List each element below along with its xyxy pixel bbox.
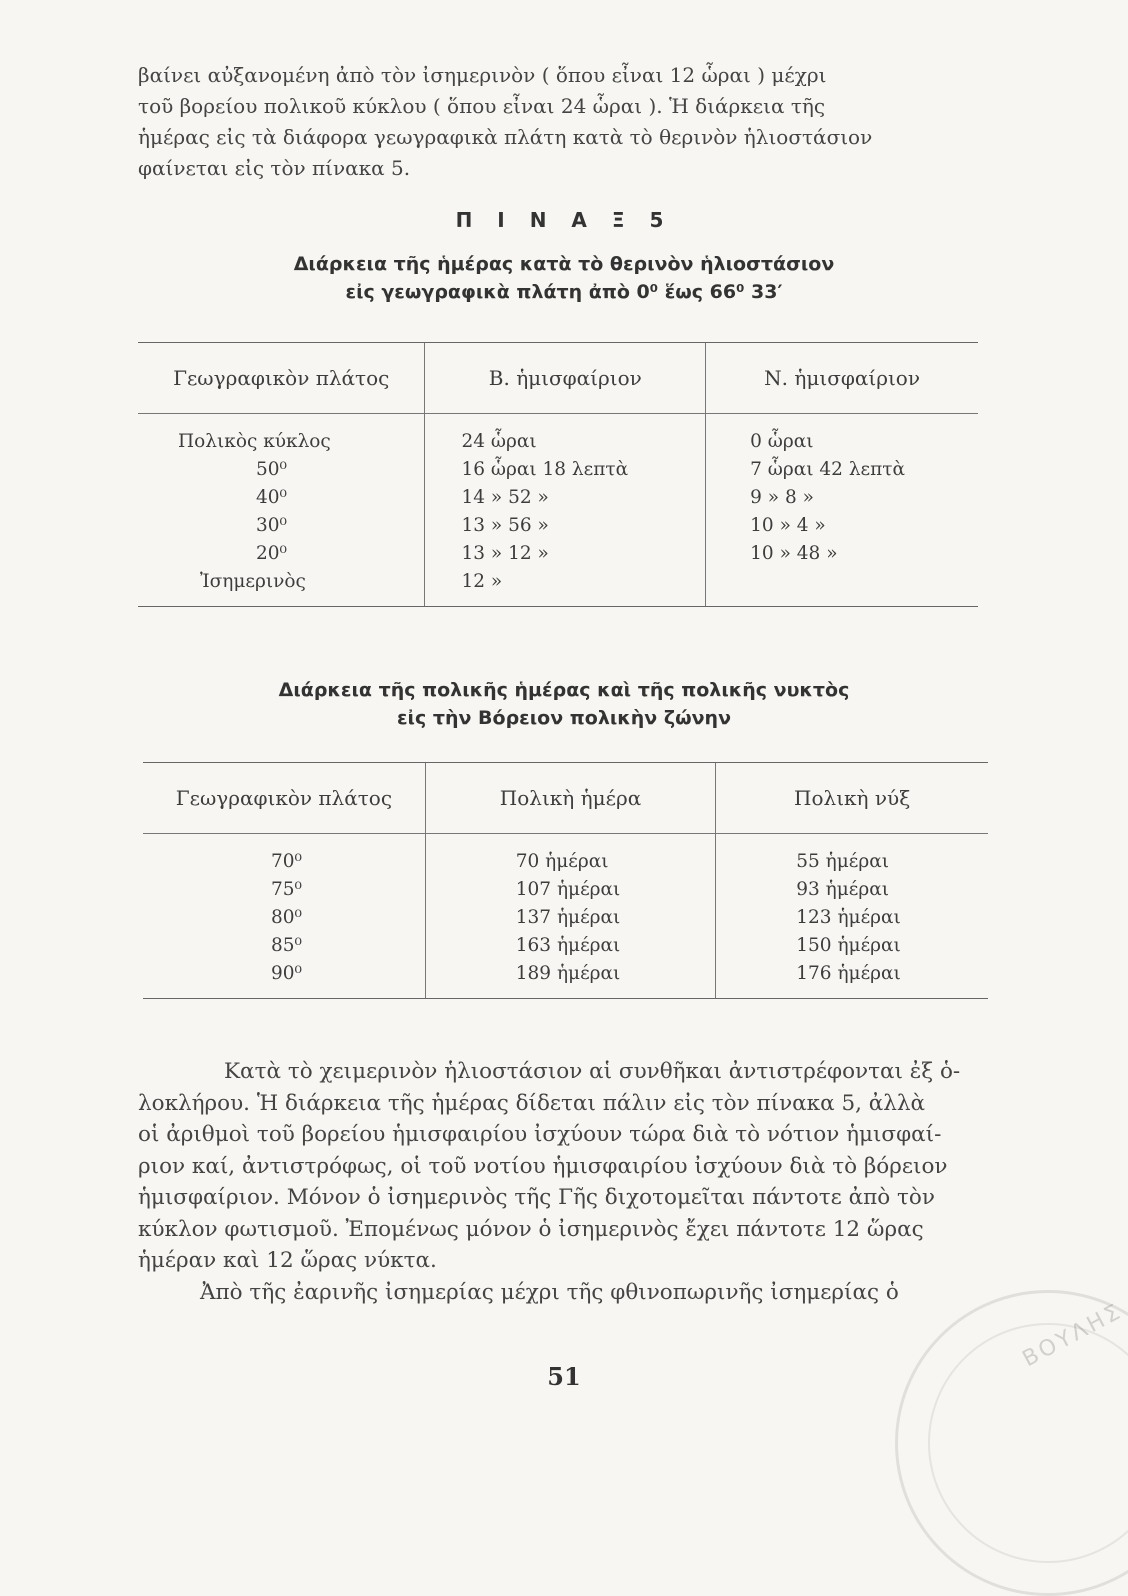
header-polar-night: Πολικὴ νύξ <box>716 763 988 834</box>
text-line: φαίνεται εἰς τὸν πίνακα 5. <box>138 156 411 180</box>
text-line: ἡμέρας εἰς τὰ διάφορα γεωγραφικὰ πλάτη κατὰ τὸ θερινὸν ἡλιοστάσιον <box>138 125 873 149</box>
day-length-table <box>138 342 978 607</box>
south-column <box>706 414 978 607</box>
table-cell: 85⁰ <box>271 935 302 956</box>
table-cell: 24 ὧραι <box>461 431 537 452</box>
caption-line: εἰς τὴν Βόρειον πολικὴν ζώνην <box>396 707 732 729</box>
table-cell: 163 ἡμέραι <box>515 935 621 956</box>
latitude-column <box>143 834 425 999</box>
text-line: ριον καί, ἀντιστρόφως, οἱ τοῦ νοτίου ἡμισφαιρίου ἰσχύουν διὰ τὸ βόρειον <box>138 1153 948 1179</box>
text-line: κύκλον φωτισμοῦ. Ἐπομένως μόνον ὁ ἰσημερινὸς ἔχει πάντοτε 12 ὥρας <box>138 1216 924 1242</box>
header-north-hemisphere: Β. ἡμισφαίριον <box>425 343 706 414</box>
paragraph-bottom <box>138 1056 984 1308</box>
text-line: ἡμέραν καὶ 12 ὥρας νύκτα. <box>138 1248 437 1273</box>
caption-line: Διάρκεια τῆς ἡμέρας κατὰ τὸ θερινὸν ἡλιοστάσιον <box>293 253 835 275</box>
table-row <box>138 414 978 607</box>
table-cell: 13 » 12 » <box>461 543 549 564</box>
header-latitude: Γεωγραφικὸν πλάτος <box>138 343 425 414</box>
table2-caption <box>0 676 1128 732</box>
library-stamp <box>895 1290 1128 1596</box>
table-title: Π Ι Ν Α Ξ 5 <box>455 208 673 232</box>
table-cell: 40⁰ <box>256 487 287 508</box>
table-cell: 80⁰ <box>271 907 302 928</box>
table-cell: 12 » <box>461 571 503 592</box>
table-cell: 7 ὧραι 42 λεπτὰ <box>750 459 906 480</box>
polar-day-column <box>425 834 716 999</box>
stamp-text: ΒΟΥΛΗΣ <box>1018 1298 1127 1373</box>
table-cell: 10 » 48 » <box>750 543 838 564</box>
table-cell: 90⁰ <box>271 963 302 984</box>
table-cell: Πολικὸς κύκλος <box>178 431 331 452</box>
text-line: ἡμισφαίριον. Μόνον ὁ ἰσημερινὸς τῆς Γῆς διχοτομεῖται πάντοτε ἀπὸ τὸν <box>138 1185 935 1210</box>
caption-line: εἰς γεωγραφικὰ πλάτη ἀπὸ 0⁰ ἕως 66⁰ 33′ <box>345 281 783 303</box>
paragraph-top <box>138 60 984 184</box>
text-line: βαίνει αὐξανομένη ἀπὸ τὸν ἰσημερινὸν ( ὅπου εἶναι 12 ὧραι ) μέχρι <box>138 63 827 87</box>
table-cell: 20⁰ <box>256 543 287 564</box>
table1-caption <box>0 250 1128 306</box>
table-cell: 107 ἡμέραι <box>515 879 621 900</box>
text-line: οἱ ἀριθμοὶ τοῦ βορείου ἡμισφαιρίου ἰσχύουν τώρα διὰ τὸ νότιον ἡμισφαί- <box>138 1122 942 1147</box>
header-polar-day: Πολικὴ ἡμέρα <box>425 763 716 834</box>
table-cell: 14 » 52 » <box>461 487 549 508</box>
table-cell <box>750 568 977 596</box>
table-cell: 93 ἡμέραι <box>796 879 890 900</box>
table-cell: 16 ὧραι 18 λεπτὰ <box>461 459 629 480</box>
page-number: 51 <box>547 1362 581 1391</box>
table-row <box>143 834 988 999</box>
table-cell: 9 » 8 » <box>750 487 814 508</box>
text-line: λοκλήρου. Ἡ διάρκεια τῆς ἡμέρας δίδεται πάλιν εἰς τὸν πίνακα 5, ἀλλὰ <box>138 1090 926 1116</box>
table-cell: 75⁰ <box>271 879 302 900</box>
table-cell: 50⁰ <box>256 459 287 480</box>
polar-night-column <box>716 834 988 999</box>
text-line: τοῦ βορείου πολικοῦ κύκλου ( ὅπου εἶναι 24 ὧραι ). Ἡ διάρκεια τῆς <box>138 94 826 118</box>
header-latitude: Γεωγραφικὸν πλάτος <box>143 763 425 834</box>
table-cell: 13 » 56 » <box>461 515 549 536</box>
table-cell: 10 » 4 » <box>750 515 826 536</box>
table-cell: 123 ἡμέραι <box>796 907 901 928</box>
header-south-hemisphere: Ν. ἡμισφαίριον <box>706 343 978 414</box>
table-cell: 70⁰ <box>271 851 302 872</box>
polar-day-night-table <box>143 762 988 999</box>
table-cell: 189 ἡμέραι <box>515 963 621 984</box>
latitude-column <box>138 414 425 607</box>
text-line: Ἀπὸ τῆς ἐαρινῆς ἰσημερίας μέχρι τῆς φθινοπωρινῆς ἰσημερίας ὁ <box>200 1279 899 1305</box>
table-cell: 30⁰ <box>256 515 287 536</box>
table-cell: 55 ἡμέραι <box>796 851 890 872</box>
text-line: Κατὰ τὸ χειμερινὸν ἡλιοστάσιον αἱ συνθῆκαι ἀντιστρέφονται ἐξ ὁ- <box>224 1059 961 1084</box>
north-column <box>425 414 706 607</box>
table-cell: 0 ὧραι <box>750 431 814 452</box>
table-cell: 137 ἡμέραι <box>515 907 621 928</box>
table-cell: 150 ἡμέραι <box>796 935 901 956</box>
table-cell: Ἰσημερινὸς <box>200 571 306 592</box>
table-cell: 70 ἡμέραι <box>515 851 609 872</box>
table-cell: 176 ἡμέραι <box>796 963 901 984</box>
caption-line: Διάρκεια τῆς πολικῆς ἡμέρας καὶ τῆς πολικῆς νυκτὸς <box>278 679 850 701</box>
